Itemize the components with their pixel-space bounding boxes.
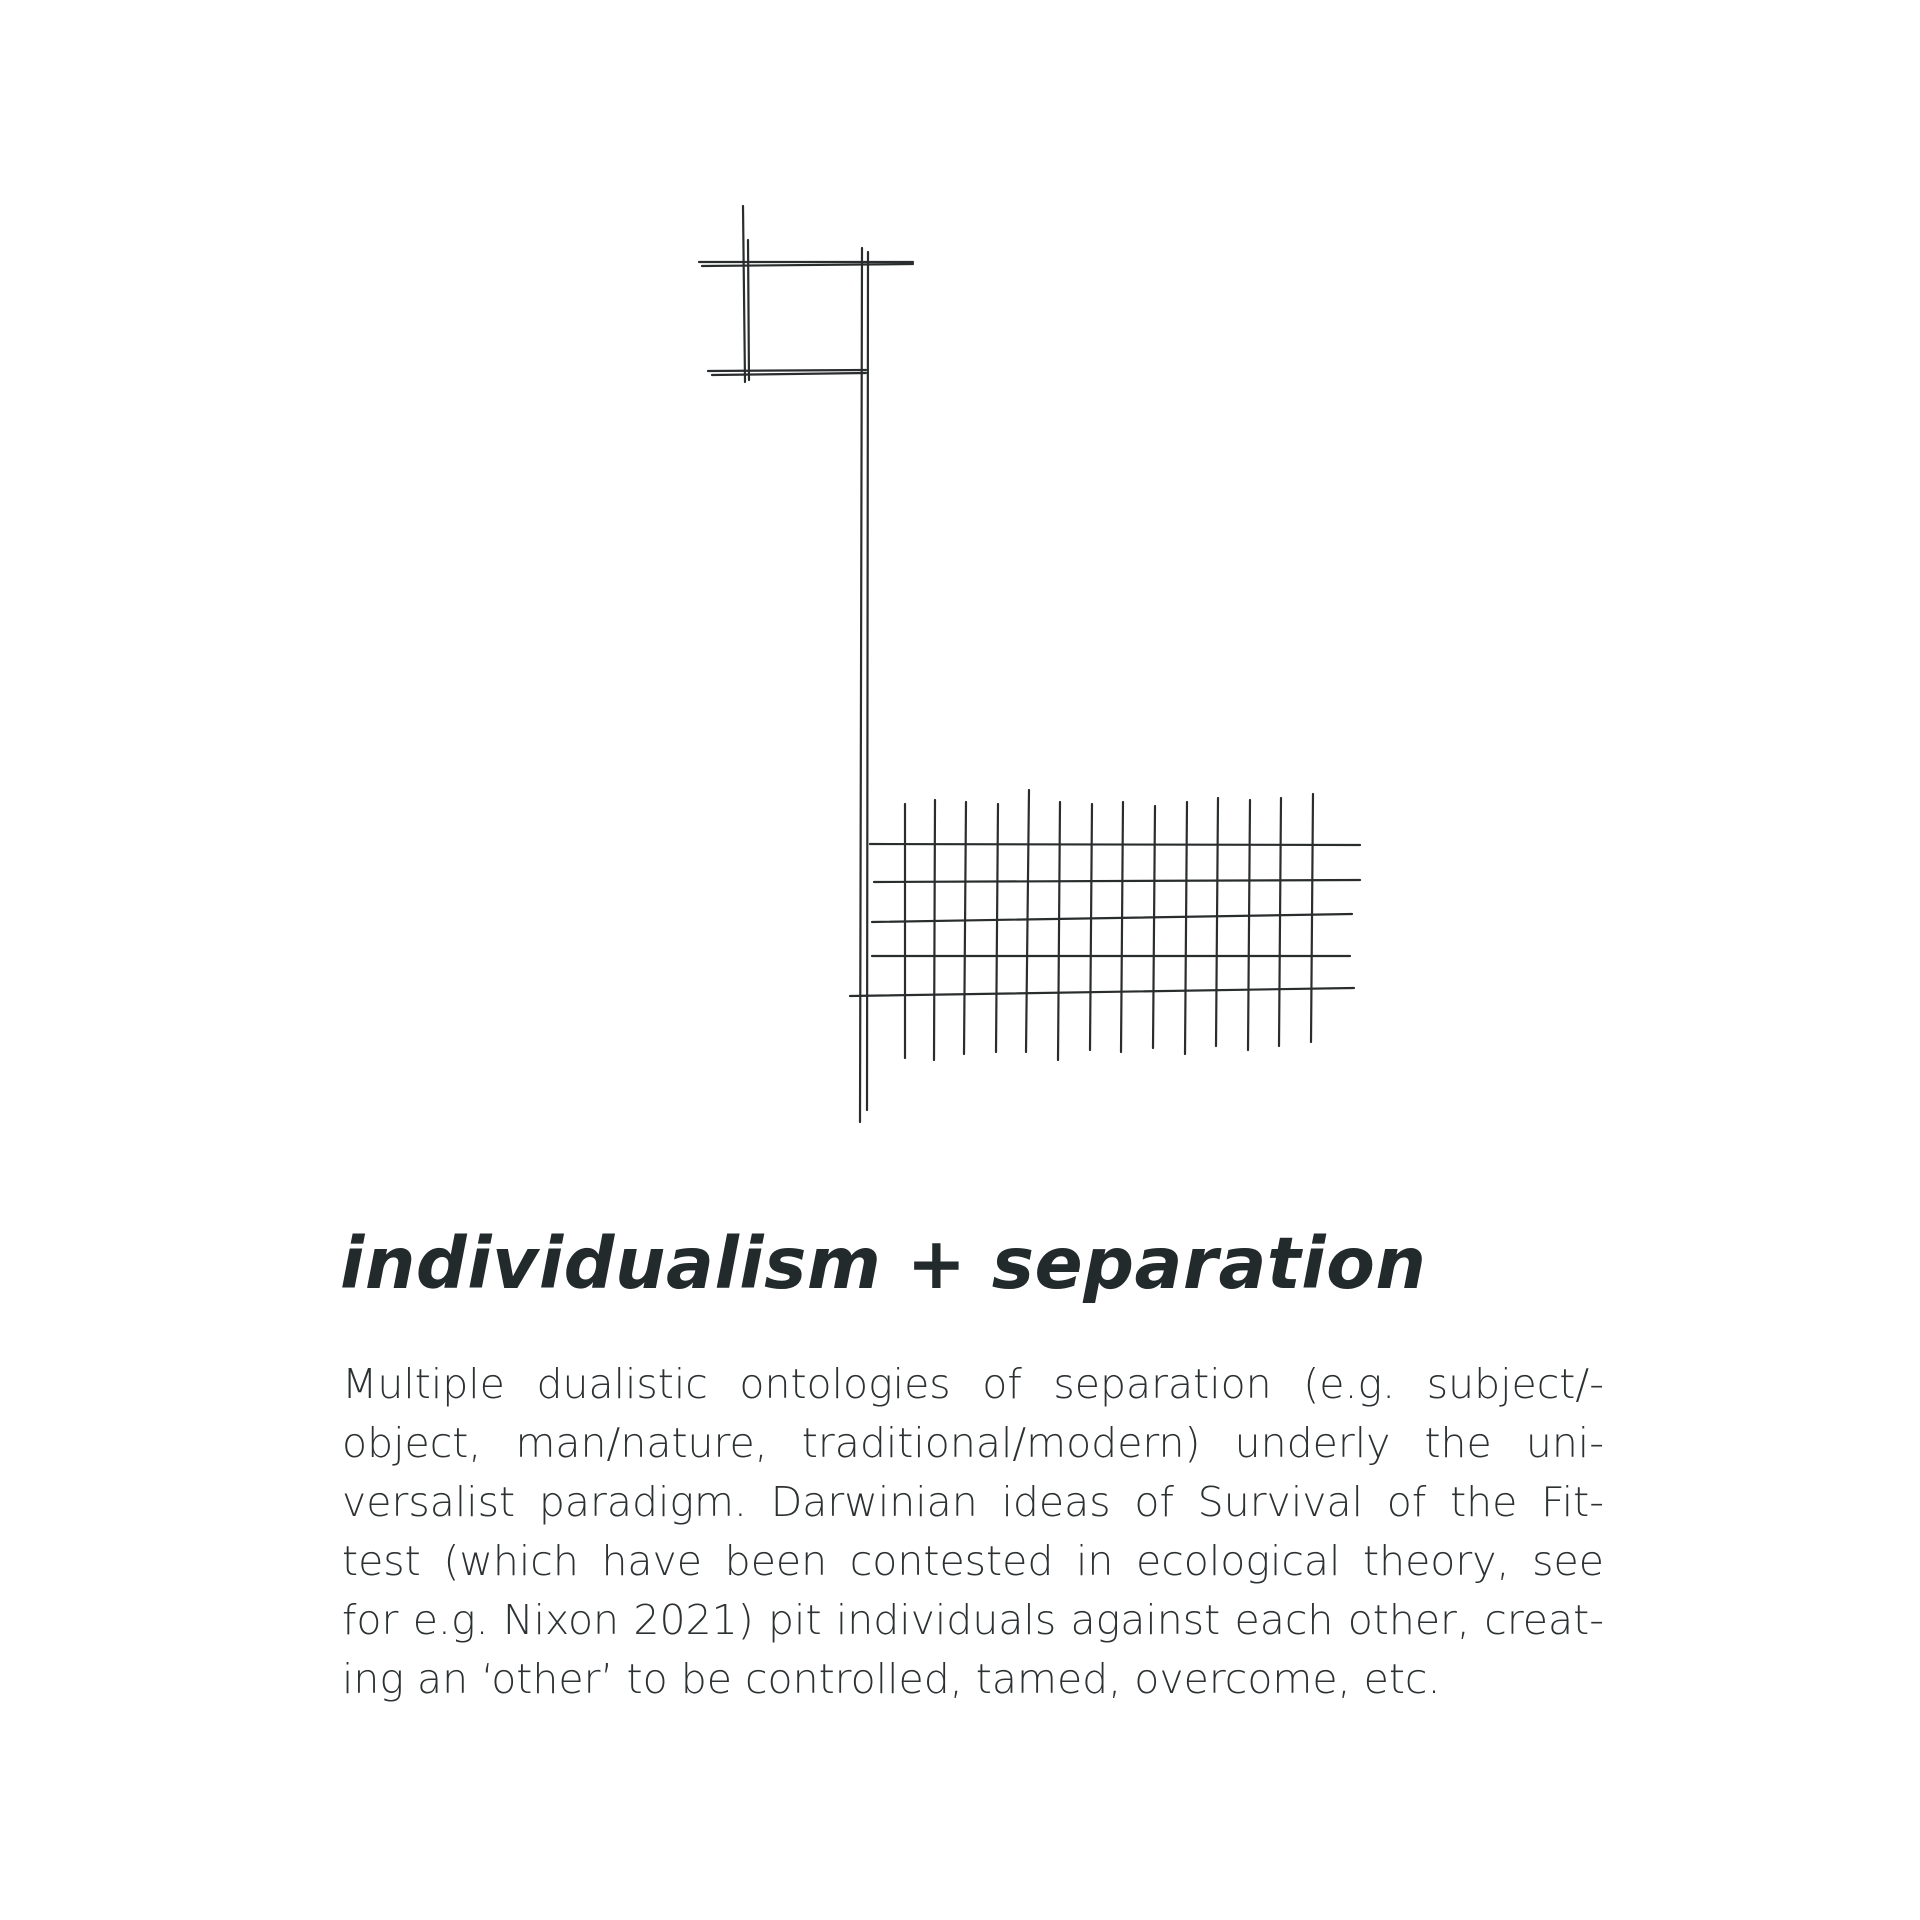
sketch-line <box>1311 794 1313 1042</box>
body-paragraph <box>342 1355 1604 1709</box>
sketch-line <box>870 844 1360 845</box>
sketch-line <box>1279 798 1281 1046</box>
body-line: ing an ‘other’ to be controlled, tamed, overcome, etc. <box>342 1655 1441 1703</box>
sketch-line <box>1058 802 1060 1060</box>
sketch-line <box>1090 804 1092 1050</box>
body-line: versalist paradigm. Darwinian ideas of Survival of the Fit- <box>342 1478 1604 1526</box>
long-vertical-stem <box>860 248 868 1122</box>
sketch-line <box>712 373 866 375</box>
grid-block-sketch <box>850 790 1360 1060</box>
sketch-line <box>996 804 998 1052</box>
sketch-line <box>1216 798 1218 1046</box>
sketch-line <box>708 370 866 371</box>
sketch-line <box>860 248 862 1122</box>
body-line: test (which have been contested in ecological theory, see <box>342 1537 1604 1585</box>
sketch-line <box>1026 790 1029 1052</box>
page-title: individualism + separation <box>340 1222 1427 1305</box>
sketch-line <box>867 252 868 1110</box>
sketch-line <box>964 802 966 1054</box>
sketch-line <box>1248 800 1250 1050</box>
sketch-line <box>702 264 913 266</box>
sketch-line <box>1185 802 1187 1054</box>
body-line: for e.g. Nixon 2021) pit individuals against each other, creat- <box>342 1596 1604 1644</box>
sketch-line <box>934 800 935 1060</box>
body-line: object, man/nature, traditional/modern) underly the uni- <box>342 1419 1604 1467</box>
sketch-line <box>1153 806 1155 1048</box>
body-line: Multiple dualistic ontologies of separation (e.g. subject/- <box>342 1360 1604 1408</box>
sketch-line <box>874 880 1360 882</box>
sketch-line <box>1121 802 1123 1052</box>
small-square-sketch <box>699 206 913 382</box>
sketch-line <box>743 206 745 382</box>
